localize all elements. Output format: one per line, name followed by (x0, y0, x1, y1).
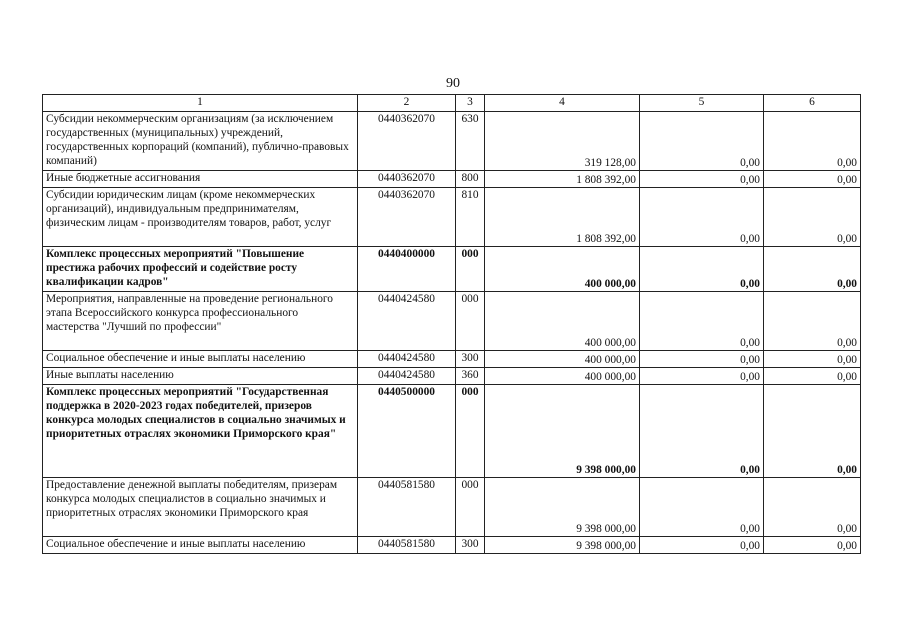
row-value-6-cell: 0,00 (764, 385, 861, 478)
row-value-6-cell: 0,00 (764, 368, 861, 385)
row-value-5-cell: 0,00 (640, 112, 764, 171)
row-vr-cell: 810 (456, 188, 485, 247)
table-body (43, 112, 861, 554)
column-header: 3 (456, 95, 485, 112)
table-row (43, 385, 861, 478)
table-row (43, 292, 861, 351)
table-row (43, 368, 861, 385)
column-header: 2 (358, 95, 456, 112)
row-value-4-cell: 9 398 000,00 (485, 385, 640, 478)
budget-table (42, 94, 861, 554)
row-code-cell: 0440400000 (358, 247, 456, 292)
row-name-cell: Мероприятия, направленные на проведение регионального этапа Всероссийского конкурса профессионального мастерства "Лучший по профессии" (43, 292, 358, 351)
row-vr-cell: 000 (456, 292, 485, 351)
table-row (43, 247, 861, 292)
row-value-5-cell: 0,00 (640, 292, 764, 351)
row-vr-cell: 630 (456, 112, 485, 171)
row-name-cell: Иные выплаты населению (43, 368, 358, 385)
row-code-cell: 0440424580 (358, 351, 456, 368)
row-value-6-cell: 0,00 (764, 188, 861, 247)
row-value-5-cell: 0,00 (640, 188, 764, 247)
row-value-5-cell: 0,00 (640, 351, 764, 368)
row-name-cell: Субсидии юридическим лицам (кроме некоммерческих организаций), индивидуальным предпринимателям, физическим лицам - производителям товаров, работ, услуг (43, 188, 358, 247)
row-value-5-cell: 0,00 (640, 171, 764, 188)
row-value-4-cell: 400 000,00 (485, 292, 640, 351)
table-row (43, 112, 861, 171)
row-code-cell: 0440362070 (358, 112, 456, 171)
row-code-cell: 0440424580 (358, 368, 456, 385)
row-value-6-cell: 0,00 (764, 247, 861, 292)
row-vr-cell: 360 (456, 368, 485, 385)
row-value-6-cell: 0,00 (764, 112, 861, 171)
table-row (43, 351, 861, 368)
row-value-5-cell: 0,00 (640, 247, 764, 292)
column-header: 4 (485, 95, 640, 112)
row-vr-cell: 000 (456, 247, 485, 292)
table-row (43, 478, 861, 537)
table-row (43, 171, 861, 188)
row-value-4-cell: 400 000,00 (485, 351, 640, 368)
row-code-cell: 0440581580 (358, 478, 456, 537)
row-vr-cell: 000 (456, 478, 485, 537)
column-header: 6 (764, 95, 861, 112)
row-code-cell: 0440362070 (358, 188, 456, 247)
row-value-6-cell: 0,00 (764, 478, 861, 537)
page-number: 90 (446, 76, 460, 91)
row-code-cell: 0440424580 (358, 292, 456, 351)
column-header: 5 (640, 95, 764, 112)
row-vr-cell: 300 (456, 537, 485, 554)
row-value-5-cell: 0,00 (640, 478, 764, 537)
row-value-4-cell: 400 000,00 (485, 368, 640, 385)
table-row (43, 537, 861, 554)
row-value-6-cell: 0,00 (764, 292, 861, 351)
row-value-4-cell: 1 808 392,00 (485, 171, 640, 188)
row-code-cell: 0440362070 (358, 171, 456, 188)
row-value-4-cell: 319 128,00 (485, 112, 640, 171)
row-value-4-cell: 9 398 000,00 (485, 478, 640, 537)
table-header-row (43, 95, 861, 112)
row-value-5-cell: 0,00 (640, 385, 764, 478)
row-name-cell: Социальное обеспечение и иные выплаты населению (43, 351, 358, 368)
row-value-6-cell: 0,00 (764, 537, 861, 554)
row-name-cell: Социальное обеспечение и иные выплаты населению (43, 537, 358, 554)
row-value-4-cell: 9 398 000,00 (485, 537, 640, 554)
row-name-cell: Субсидии некоммерческим организациям (за исключением государственных (муниципальных) учреждений, государственных корпораций (компаний), публично-правовых компаний) (43, 112, 358, 171)
row-value-5-cell: 0,00 (640, 368, 764, 385)
row-value-4-cell: 1 808 392,00 (485, 188, 640, 247)
row-code-cell: 0440581580 (358, 537, 456, 554)
row-vr-cell: 800 (456, 171, 485, 188)
row-value-6-cell: 0,00 (764, 171, 861, 188)
row-value-6-cell: 0,00 (764, 351, 861, 368)
row-name-cell: Предоставление денежной выплаты победителям, призерам конкурса молодых специалистов в социально значимых и приоритетных отраслях экономики Приморского края (43, 478, 358, 537)
row-name-cell: Иные бюджетные ассигнования (43, 171, 358, 188)
row-code-cell: 0440500000 (358, 385, 456, 478)
row-value-5-cell: 0,00 (640, 537, 764, 554)
row-vr-cell: 300 (456, 351, 485, 368)
row-vr-cell: 000 (456, 385, 485, 478)
row-name-cell: Комплекс процессных мероприятий "Повышение престижа рабочих профессий и содействие росту квалификации кадров" (43, 247, 358, 292)
table-row (43, 188, 861, 247)
column-header: 1 (43, 95, 358, 112)
row-value-4-cell: 400 000,00 (485, 247, 640, 292)
row-name-cell: Комплекс процессных мероприятий "Государственная поддержка в 2020-2023 годах победителей, призеров конкурса молодых специалистов в социально значимых и приоритетных отраслях экономики Приморского края" (43, 385, 358, 478)
